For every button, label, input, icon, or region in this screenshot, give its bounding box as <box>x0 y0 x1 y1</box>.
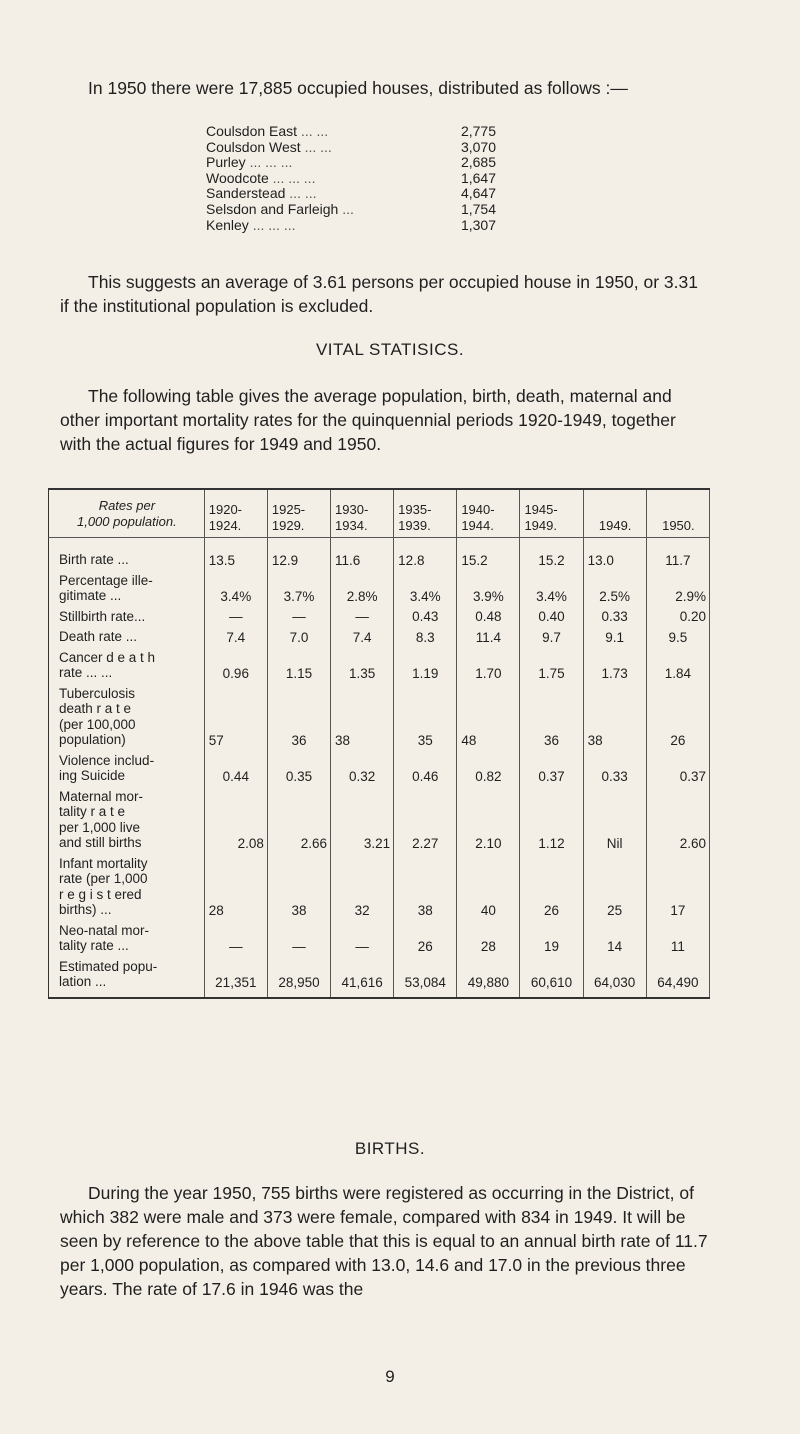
rates-header: Rates per 1,000 population. <box>49 489 205 538</box>
table-cell: 1.73 <box>583 650 646 686</box>
column-header: 1949. <box>583 489 646 538</box>
intro-paragraph: In 1950 there were 17,885 occupied houses, distributed as follows :— <box>88 78 628 98</box>
row-label: Death rate ... <box>49 629 205 650</box>
table-cell: 2.8% <box>331 573 394 609</box>
table-cell: 2.60 <box>646 789 709 856</box>
table-cell: 2.9% <box>646 573 709 609</box>
table-cell: 28,950 <box>267 959 330 998</box>
table-cell: 0.43 <box>394 609 457 630</box>
district-name: Kenley <box>206 217 249 233</box>
column-header: 1950. <box>646 489 709 538</box>
vital-statistics-paragraph: The following table gives the average population, birth, death, maternal and other important mortality rates for the quinquennial periods 1920-1949, together with the actual figures for 1949 and 1950. <box>60 386 676 454</box>
table-cell: 26 <box>394 923 457 959</box>
table-cell: 36 <box>520 686 583 753</box>
table-cell: 0.48 <box>457 609 520 630</box>
row-label: Neo-natal mor- tality rate ... <box>49 923 205 959</box>
district-name: Sanderstead <box>206 186 286 202</box>
table-cell: 0.33 <box>583 753 646 789</box>
column-header: 1945- 1949. <box>520 489 583 538</box>
district-row <box>206 124 546 140</box>
table-cell: 8.3 <box>394 629 457 650</box>
table-cell: 11 <box>646 923 709 959</box>
average-paragraph: This suggests an average of 3.61 persons per occupied house in 1950, or 3.31 if the institutional population is excluded. <box>60 272 698 316</box>
dot-leader: ... ... <box>285 186 317 202</box>
table-cell: 26 <box>646 686 709 753</box>
district-name: Purley <box>206 155 246 171</box>
table-cell: 48 <box>457 686 520 753</box>
district-name: Woodcote <box>206 170 269 186</box>
table-cell: Nil <box>583 789 646 856</box>
column-header: 1920- 1924. <box>204 489 267 538</box>
table-cell: 0.46 <box>394 753 457 789</box>
table-cell: 2.10 <box>457 789 520 856</box>
column-header: 1940- 1944. <box>457 489 520 538</box>
table-cell: 1.75 <box>520 650 583 686</box>
table-cell: — <box>267 923 330 959</box>
table-cell: 17 <box>646 856 709 923</box>
table-cell: 0.32 <box>331 753 394 789</box>
dot-leader: ... <box>338 201 354 217</box>
district-count: 4,647 <box>460 185 496 202</box>
vital-statistics-heading: VITAL STATISICS. <box>315 340 465 359</box>
table-cell: 60,610 <box>520 959 583 998</box>
table-cell: 0.20 <box>646 609 709 630</box>
births-paragraph: During the year 1950, 755 births were registered as occurring in the District, of which 382 were male and 373 were female, compared with 834 in 1949. It will be seen by reference to the above table that this is equal to an annual birth rate of 11.7 per 1,000 population, as compared with 13.0, 14.6 and 17.0 in the previous three years. The rate of 17.6 in 1946 was the <box>60 1183 708 1299</box>
table-cell: 12.9 <box>267 538 330 573</box>
table-row <box>49 650 710 686</box>
district-name: Coulsdon West <box>206 139 301 155</box>
row-label: Infant mortality rate (per 1,000 r e g i s t ered births) ... <box>49 856 205 923</box>
district-name: Coulsdon East <box>206 124 298 139</box>
table-cell: 3.4% <box>204 573 267 609</box>
table-cell: — <box>331 609 394 630</box>
row-label: Estimated popu- lation ... <box>49 959 205 998</box>
table-cell: 3.9% <box>457 573 520 609</box>
row-label: Percentage ille- gitimate ... <box>49 573 205 609</box>
table-cell: 2.08 <box>204 789 267 856</box>
column-header: 1925- 1929. <box>267 489 330 538</box>
district-count: 3,070 <box>460 138 496 155</box>
table-cell: — <box>204 609 267 630</box>
table-cell: 9.7 <box>520 629 583 650</box>
district-name: Selsdon and Farleigh <box>206 201 339 217</box>
table-cell: 36 <box>267 686 330 753</box>
table-cell: 14 <box>583 923 646 959</box>
table-cell: 3.21 <box>331 789 394 856</box>
table-cell: 26 <box>520 856 583 923</box>
table-cell: 0.40 <box>520 609 583 630</box>
row-label: Violence includ- ing Suicide <box>49 753 205 789</box>
table-cell: 0.82 <box>457 753 520 789</box>
table-row <box>49 609 710 630</box>
column-header: 1935- 1939. <box>394 489 457 538</box>
table-cell: 15.2 <box>457 538 520 573</box>
table-cell: 15.2 <box>520 538 583 573</box>
dot-leader: ... ... <box>297 124 329 139</box>
births-heading: BIRTHS. <box>354 1139 426 1158</box>
table-row <box>49 959 710 998</box>
dot-leader: ... ... ... <box>248 217 296 233</box>
page-number: 9 <box>385 1367 395 1386</box>
table-cell: 3.4% <box>520 573 583 609</box>
table-cell: 7.4 <box>204 629 267 650</box>
table-cell: 11.6 <box>331 538 394 573</box>
table-cell: 57 <box>204 686 267 753</box>
district-count: 1,754 <box>460 200 496 217</box>
table-cell: 53,084 <box>394 959 457 998</box>
table-cell: 1.70 <box>457 650 520 686</box>
table-cell: 32 <box>331 856 394 923</box>
table-cell: 11.4 <box>457 629 520 650</box>
table-row <box>49 753 710 789</box>
table-cell: — <box>331 923 394 959</box>
table-cell: 0.96 <box>204 650 267 686</box>
table-cell: 38 <box>331 686 394 753</box>
table-cell: 3.4% <box>394 573 457 609</box>
table-cell: 28 <box>204 856 267 923</box>
table-cell: 0.37 <box>520 753 583 789</box>
table-cell: 1.12 <box>520 789 583 856</box>
row-label: Maternal mor- tality r a t e per 1,000 live and still births <box>49 789 205 856</box>
table-row <box>49 538 710 573</box>
table-cell: 1.19 <box>394 650 457 686</box>
district-count: 2,685 <box>460 154 496 171</box>
table-cell: 13.5 <box>204 538 267 573</box>
table-cell: 1.84 <box>646 650 709 686</box>
district-list <box>206 124 546 233</box>
district-count: 1,647 <box>460 169 496 186</box>
table-cell: — <box>204 923 267 959</box>
district-row <box>206 171 546 187</box>
table-cell: 19 <box>520 923 583 959</box>
dot-leader: ... ... ... <box>245 155 293 171</box>
table-cell: 3.7% <box>267 573 330 609</box>
table-cell: 7.0 <box>267 629 330 650</box>
table-cell: 41,616 <box>331 959 394 998</box>
table-row <box>49 686 710 753</box>
table-cell: 2.66 <box>267 789 330 856</box>
table-cell: 1.15 <box>267 650 330 686</box>
table-cell: 0.37 <box>646 753 709 789</box>
table-cell: 21,351 <box>204 959 267 998</box>
table-header-row <box>49 489 710 538</box>
row-label: Tuberculosis death r a t e (per 100,000 population) <box>49 686 205 753</box>
row-label: Stillbirth rate... <box>49 609 205 630</box>
district-row <box>206 155 546 171</box>
table-cell: 40 <box>457 856 520 923</box>
table-cell: 9.1 <box>583 629 646 650</box>
vital-statistics-table <box>48 488 710 999</box>
table-cell: 49,880 <box>457 959 520 998</box>
district-row <box>206 218 546 234</box>
table-cell: 7.4 <box>331 629 394 650</box>
table-row <box>49 573 710 609</box>
dot-leader: ... ... <box>300 139 332 155</box>
table-cell: 13.0 <box>583 538 646 573</box>
table-cell: 28 <box>457 923 520 959</box>
district-row <box>206 202 546 218</box>
district-row <box>206 186 546 202</box>
table-cell: 0.44 <box>204 753 267 789</box>
table-row <box>49 923 710 959</box>
table-cell: 2.5% <box>583 573 646 609</box>
table-cell: 35 <box>394 686 457 753</box>
district-row <box>206 140 546 156</box>
column-header: 1930- 1934. <box>331 489 394 538</box>
district-count: 1,307 <box>460 216 496 233</box>
table-cell: 0.35 <box>267 753 330 789</box>
table-cell: 64,490 <box>646 959 709 998</box>
table-row <box>49 789 710 856</box>
district-count: 2,775 <box>460 123 496 139</box>
table-row <box>49 629 710 650</box>
table-cell: 25 <box>583 856 646 923</box>
row-label: Birth rate ... <box>49 538 205 573</box>
table-cell: 0.33 <box>583 609 646 630</box>
table-cell: 1.35 <box>331 650 394 686</box>
row-label: Cancer d e a t h rate ... ... <box>49 650 205 686</box>
table-cell: 11.7 <box>646 538 709 573</box>
table-cell: 2.27 <box>394 789 457 856</box>
table-cell: 38 <box>267 856 330 923</box>
dot-leader: ... ... ... <box>268 170 316 186</box>
table-cell: 38 <box>583 686 646 753</box>
table-cell: 64,030 <box>583 959 646 998</box>
table-cell: 12.8 <box>394 538 457 573</box>
table-cell: — <box>267 609 330 630</box>
table-row <box>49 856 710 923</box>
table-cell: 9.5 <box>646 629 709 650</box>
table-cell: 38 <box>394 856 457 923</box>
